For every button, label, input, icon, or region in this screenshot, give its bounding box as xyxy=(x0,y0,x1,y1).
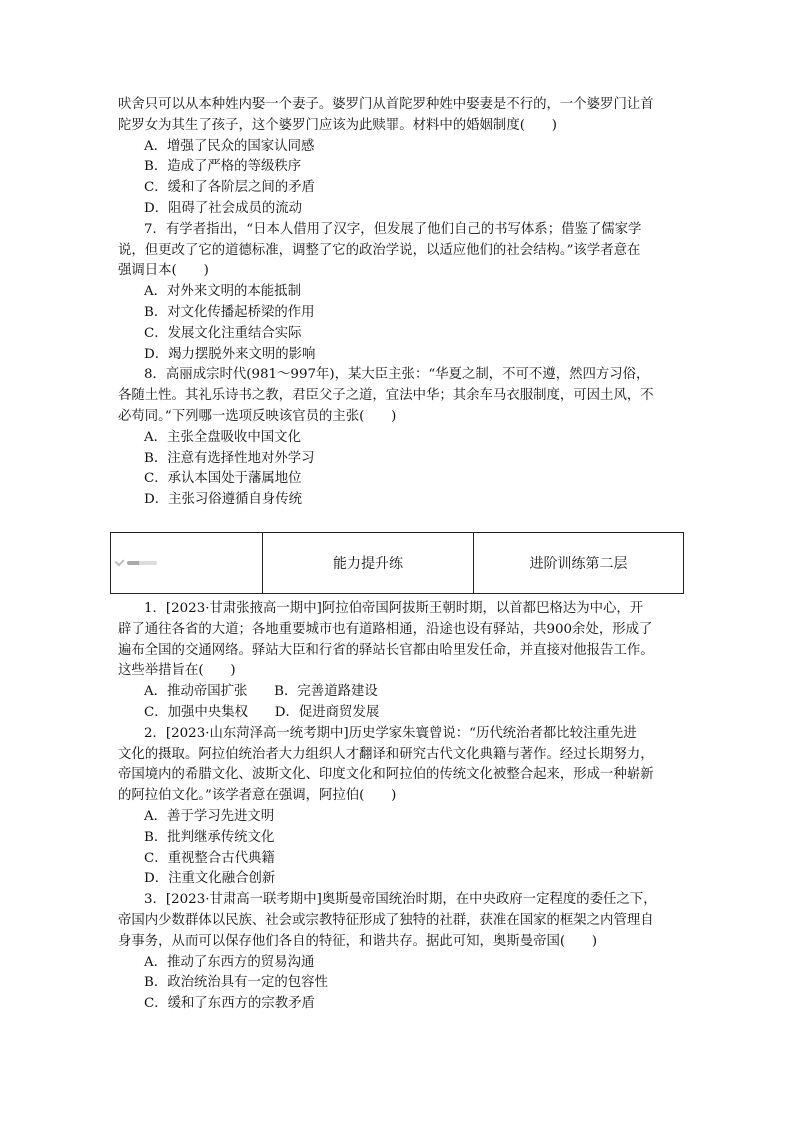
section-banner xyxy=(110,532,684,594)
question-text-line: 1．[2023·甘肃张掖高一期中]阿拉伯帝国阿拔斯王朝时期，以首都巴格达为中心，开 xyxy=(144,601,644,616)
top-section xyxy=(118,95,682,511)
bottom-section xyxy=(118,599,682,1015)
question-text-line: 身事务，从而可以保存他们各自的特征，和谐共存。据此可知，奥斯曼帝国( ) xyxy=(118,933,598,949)
answer-option-c: C．承认本国处于藩属地位 xyxy=(144,471,302,487)
question-text-line: 3．[2023·甘肃高一联考期中]奥斯曼帝国统治时期，在中央政府一定程度的委任之下， xyxy=(144,892,657,908)
answer-option-d: D．注重文化融合创新 xyxy=(144,871,276,887)
question-text-line: 强调日本( ) xyxy=(118,263,209,279)
answer-option-a: A．主张全盘吸收中国文化 xyxy=(144,429,301,445)
question-1 xyxy=(118,599,682,724)
question-text-line: 各随土性。其礼乐诗书之教，君臣父子之道，宜法中华；其余车马衣服制度，可因土风，不 xyxy=(118,388,654,404)
question-text-line: 遍布全国的交通网络。驿站大臣和行省的驿站长官都由哈里发任命，并直接对他报告工作。 xyxy=(118,642,654,658)
answer-option-b: B．政治统治具有一定的包容性 xyxy=(144,975,328,991)
progress-fill xyxy=(127,561,139,565)
answer-option-b: B．注意有选择性地对外学习 xyxy=(144,450,315,466)
answer-option-b: B．批判继承传统文化 xyxy=(144,829,275,845)
question-8 xyxy=(118,365,682,511)
question-text-line: 帝国境内的希腊文化、波斯文化、印度文化和阿拉伯的传统文化被整合起来，形成一种崭新 xyxy=(118,767,654,783)
answer-option-c: C．缓和了各阶层之间的矛盾 xyxy=(144,180,315,196)
question-text-line: 8．高丽成宗时代(981～997年)，某大臣主张：“华夏之制，不可不遵，然四方习俗， xyxy=(144,367,650,383)
answer-option-d: D．阻碍了社会成员的流动 xyxy=(144,200,303,216)
answer-option-d: D．竭力摆脱外来文明的影响 xyxy=(144,346,316,362)
question-6 xyxy=(118,95,682,220)
answer-option-c: C．发展文化注重结合实际 xyxy=(144,325,302,341)
section-title: 能力提升练 xyxy=(262,533,473,593)
question-3 xyxy=(118,890,682,1015)
answer-option-row: C．加强中央集权 D．促进商贸发展 xyxy=(144,704,380,720)
question-text-line: 文化的摄取。阿拉伯统治者大力组织人才翻译和研究古代文化典籍与著作。经过长期努力， xyxy=(118,746,654,762)
question-text-line: 吠舍只可以从本种姓内娶一个妻子。婆罗门从首陀罗种姓中娶妻是不行的，一个婆罗门让首 xyxy=(118,97,654,112)
answer-option-c: C．缓和了东西方的宗教矛盾 xyxy=(144,996,315,1012)
answer-option-a: A．善于学习先进文明 xyxy=(144,808,275,824)
question-text-line: 辟了通往各省的大道；各地重要城市也有道路相通，沿途也设有驿站，共900余处，形成了 xyxy=(118,621,653,637)
banner-logo-cell xyxy=(111,533,262,593)
answer-option-a: A．增强了民众的国家认同感 xyxy=(144,138,315,154)
question-text-line: 说，但更改了它的道德标准，调整了它的政治学说，以适应他们的社会结构。”该学者意在 xyxy=(118,242,641,258)
answer-option-b: B．对文化传播起桥梁的作用 xyxy=(144,304,315,320)
question-2 xyxy=(118,724,682,890)
question-text-line: 这些举措旨在( ) xyxy=(118,663,236,679)
question-text-line: 帝国内少数群体以民族、社会或宗教特征形成了独特的社群，获准在国家的框架之内管理自 xyxy=(118,912,654,928)
section-subtitle: 进阶训练第二层 xyxy=(473,533,683,593)
answer-option-d: D．主张习俗遵循自身传统 xyxy=(144,492,303,508)
question-text-line: 陀罗女为其生了孩子，这个婆罗门应该为此赎罪。材料中的婚姻制度( ) xyxy=(118,117,557,133)
check-icon xyxy=(115,557,125,567)
progress-check-icon xyxy=(117,560,157,566)
progress-track xyxy=(127,561,157,565)
answer-option-b: B．造成了严格的等级秩序 xyxy=(144,159,302,175)
question-text-line: 7．有学者指出，“日本人借用了汉字，但发展了他们自己的书写体系；借鉴了儒家学 xyxy=(144,221,642,237)
answer-option-a: A．对外来文明的本能抵制 xyxy=(144,284,301,300)
question-7 xyxy=(118,220,682,366)
question-text-line: 的阿拉伯文化。”该学者意在强调，阿拉伯( ) xyxy=(118,788,397,804)
answer-option-row: A．推动帝国扩张 B．完善道路建设 xyxy=(144,684,378,700)
answer-option-c: C．重视整合古代典籍 xyxy=(144,850,275,866)
question-text-line: 2．[2023·山东菏泽高一统考期中]历史学家朱寰曾说：“历代统治者都比较注重先进 xyxy=(144,725,637,741)
question-text-line: 必苟同。”下列哪一选项反映该官员的主张( ) xyxy=(118,408,397,424)
answer-option-a: A．推动了东西方的贸易沟通 xyxy=(144,954,315,970)
